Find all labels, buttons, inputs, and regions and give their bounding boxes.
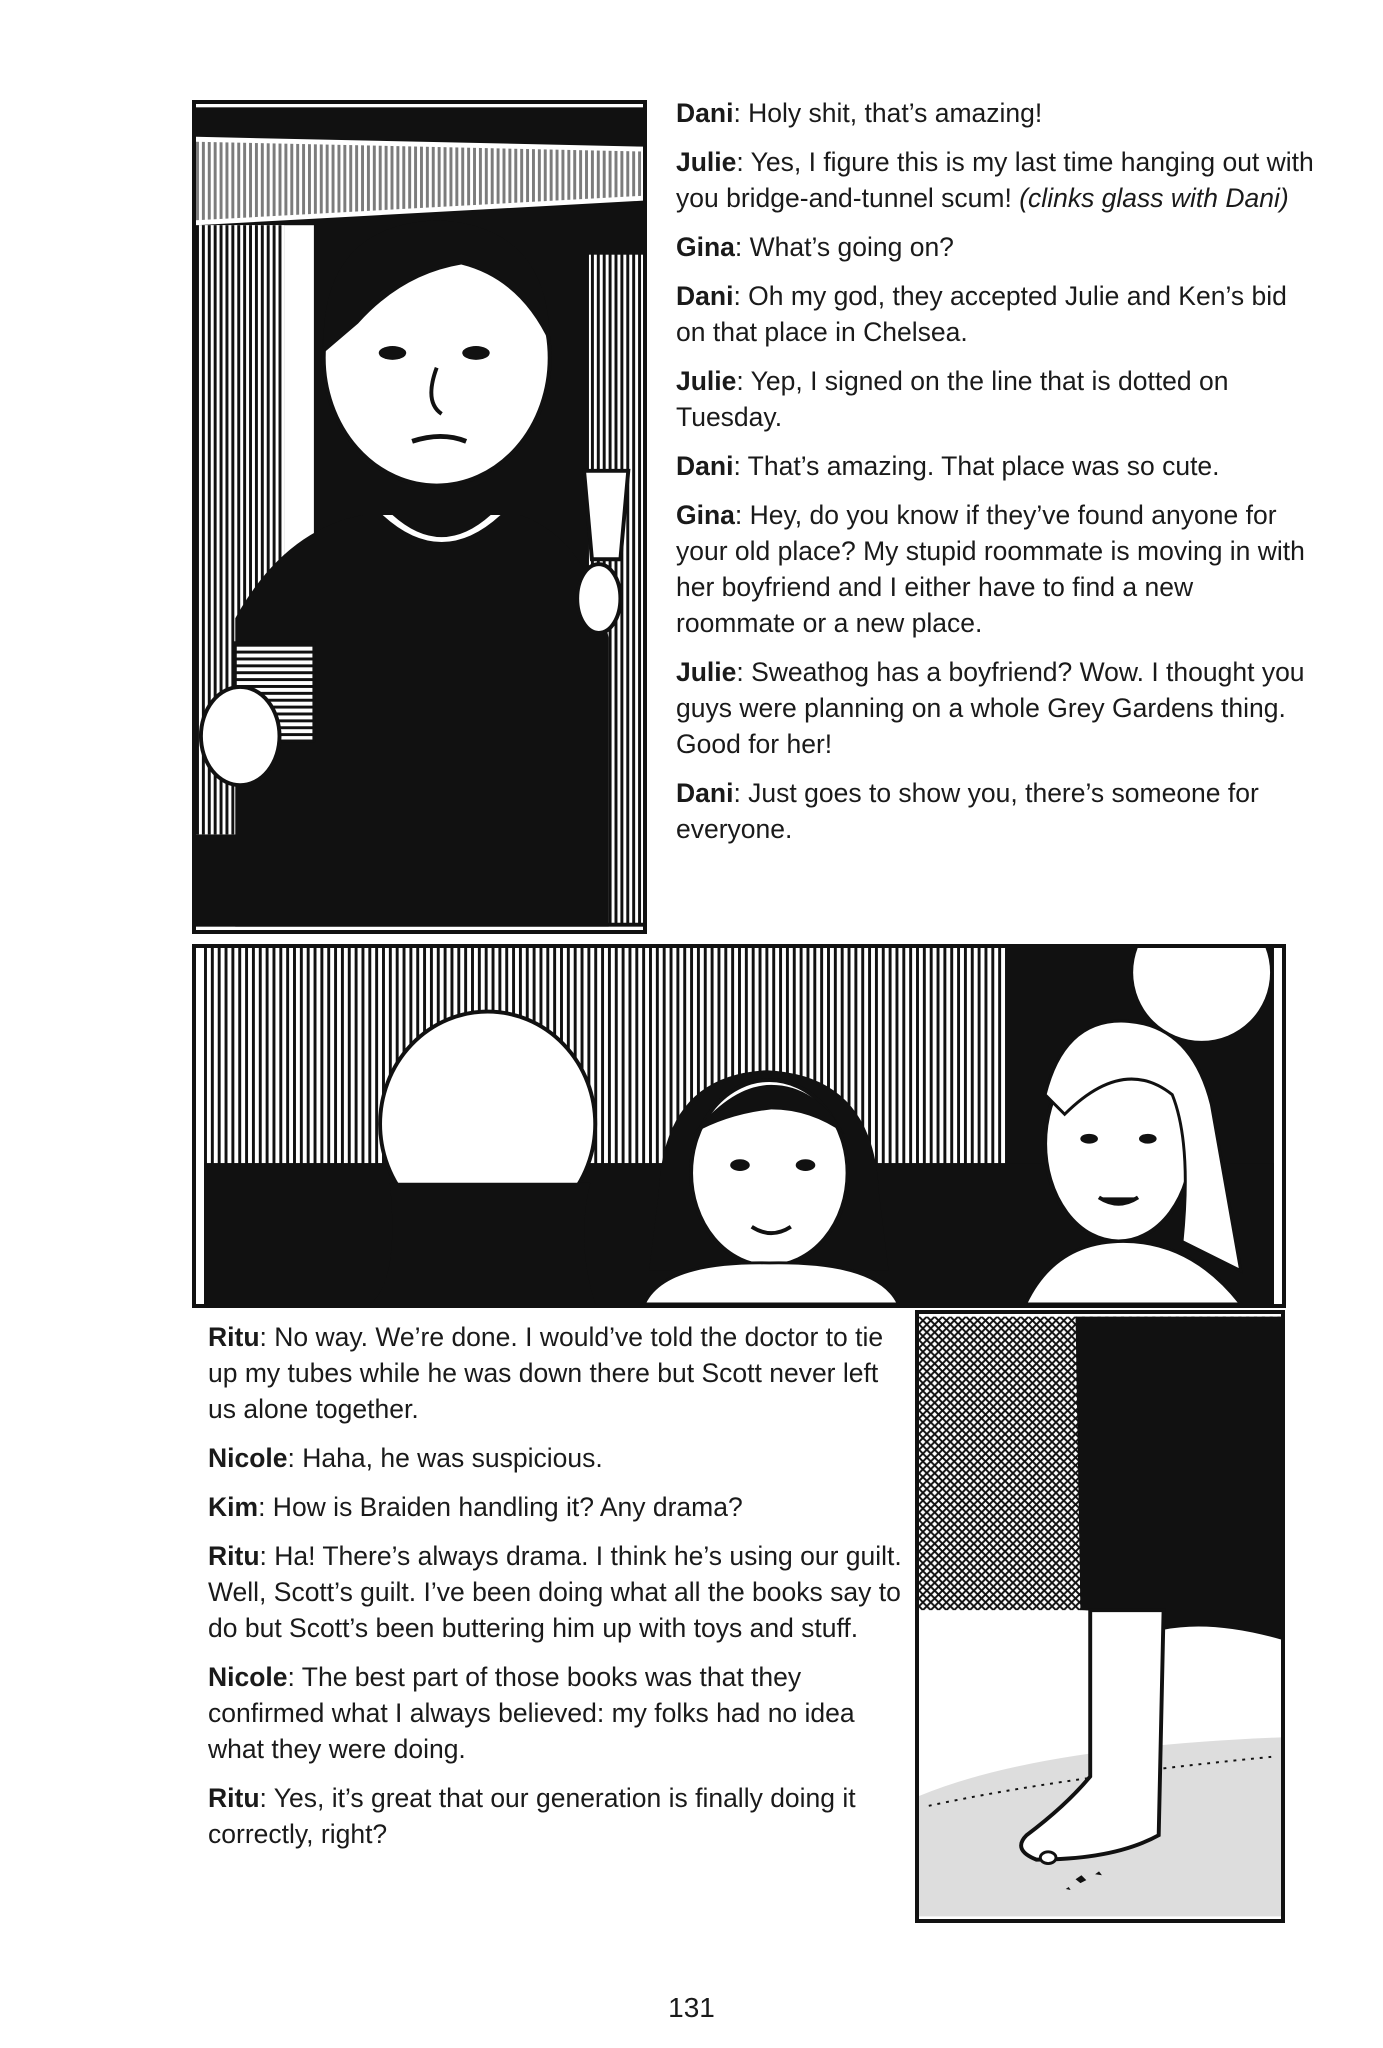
page-number: 131: [668, 1992, 715, 2023]
speaker-name: Kim: [208, 1492, 259, 1522]
speech-text: : Sweathog has a boyfriend? Wow. I thought you guys were planning on a whole Grey Gardens thing. Good for her!: [676, 657, 1305, 759]
speech-text: : No way. We’re done. I would’ve told the doctor to tie up my tubes while he was down there but Scott never left us alone together.: [208, 1322, 884, 1424]
speaker-name: Ritu: [208, 1541, 260, 1571]
panel-woman-with-glasses: [192, 100, 647, 934]
speech-text: : Hey, do you know if they’ve found anyone for your old place? My stupid roommate is moving in with her boyfriend and I either have to find a new roommate or a new place.: [676, 500, 1305, 638]
speaker-name: Nicole: [208, 1662, 288, 1692]
speech-text: : Holy shit, that’s amazing!: [733, 98, 1043, 128]
panel-three-women: [192, 944, 1286, 1308]
speech-text: : That’s amazing. That place was so cute.: [733, 451, 1220, 481]
dialogue-line: [208, 1659, 908, 1767]
speech-text: : Just goes to show you, there’s someone for everyone.: [676, 778, 1259, 844]
speaker-name: Dani: [676, 778, 734, 808]
dialogue-line: [208, 1538, 908, 1646]
speech-text: : Haha, he was suspicious.: [287, 1443, 603, 1473]
speaker-name: Julie: [676, 366, 737, 396]
dialogue-line: [208, 1780, 908, 1852]
speaker-name: Ritu: [208, 1322, 260, 1352]
dialogue-line: [676, 363, 1316, 435]
speech-text: : How is Braiden handling it? Any drama?: [258, 1492, 743, 1522]
illustration-bare-foot: [919, 1314, 1281, 1919]
dialogue-line: [676, 95, 1316, 131]
dialogue-bottom: [208, 1319, 908, 1865]
dialogue-line: [208, 1489, 908, 1525]
dialogue-line: [676, 144, 1316, 216]
speaker-name: Julie: [676, 147, 737, 177]
dialogue-line: [676, 448, 1316, 484]
speech-text: : What’s going on?: [734, 232, 954, 262]
speech-text: : Yes, I figure this is my last time hanging out with you bridge-and-tunnel scum!: [676, 147, 1314, 213]
dialogue-line: [208, 1440, 908, 1476]
speaker-name: Dani: [676, 451, 734, 481]
dialogue-line: [676, 775, 1316, 847]
dialogue-line: [676, 497, 1316, 641]
speaker-name: Gina: [676, 232, 735, 262]
speaker-name: Ritu: [208, 1783, 260, 1813]
speaker-name: Dani: [676, 281, 734, 311]
dialogue-top: [676, 95, 1316, 860]
stage-direction: (clinks glass with Dani): [1019, 183, 1289, 213]
speech-text: : The best part of those books was that they confirmed what I always believed: my folks had no idea what they were doing.: [208, 1662, 855, 1764]
dialogue-line: [208, 1319, 908, 1427]
speaker-name: Gina: [676, 500, 735, 530]
dialogue-line: [676, 278, 1316, 350]
dialogue-line: [676, 229, 1316, 265]
speech-text: : Oh my god, they accepted Julie and Ken’s bid on that place in Chelsea.: [676, 281, 1287, 347]
speech-text: : Ha! There’s always drama. I think he’s using our guilt. Well, Scott’s guilt. I’ve been doing what all the books say to do but Scott’s been buttering him up with toys and stuff.: [208, 1541, 902, 1643]
speaker-name: Dani: [676, 98, 734, 128]
dialogue-line: [676, 654, 1316, 762]
illustration-woman-with-glasses: [196, 104, 643, 930]
speech-text: : Yes, it’s great that our generation is finally doing it correctly, right?: [208, 1783, 856, 1849]
speech-text: : Yep, I signed on the line that is dotted on Tuesday.: [676, 366, 1229, 432]
speaker-name: Julie: [676, 657, 737, 687]
speaker-name: Nicole: [208, 1443, 288, 1473]
illustration-three-women: [196, 948, 1282, 1304]
panel-bare-foot: [915, 1310, 1285, 1923]
